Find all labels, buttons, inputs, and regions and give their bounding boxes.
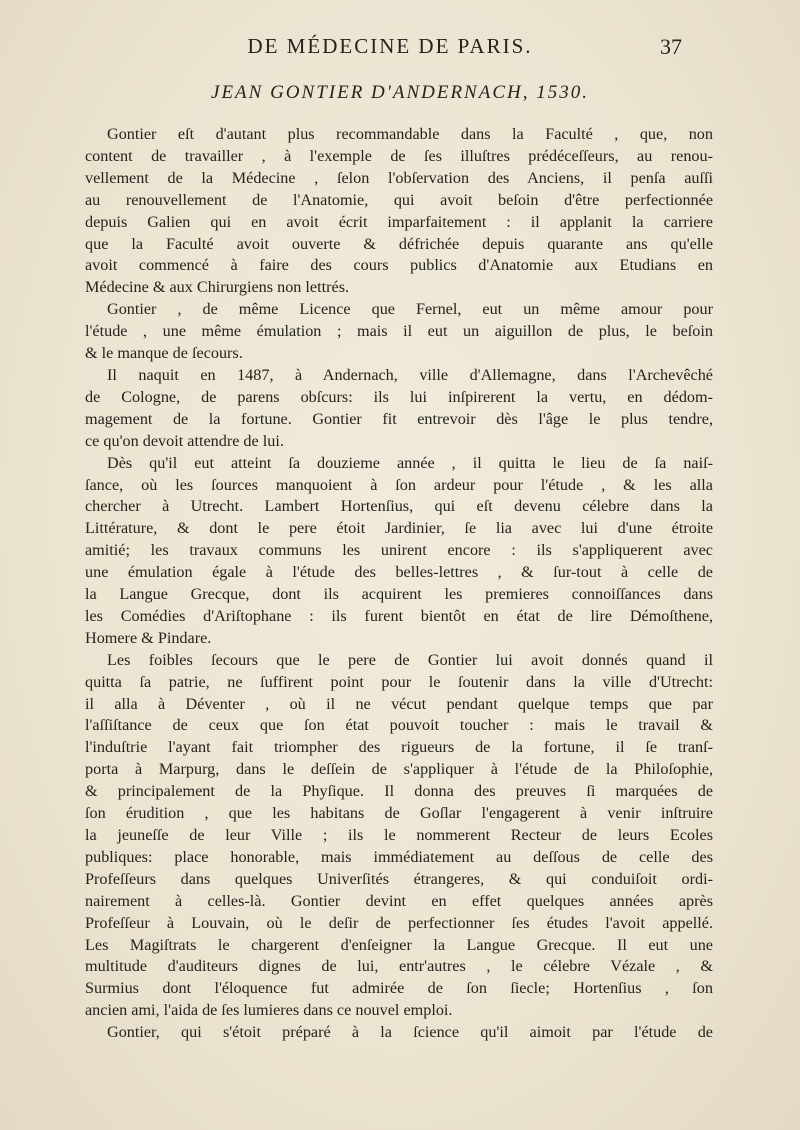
text-line: Profeſſeur à Louvain, où le deſir de perfectionner ſes études l'avoit appellé. [85, 913, 713, 932]
text-line: une émulation égale à l'étude des belles-lettres , & ſur-tout à celle de [85, 563, 713, 582]
text-line: & le manque de ſecours. [85, 344, 243, 363]
text-line: publiques: place honorable, mais immédiatement au deſſous de celle des [85, 847, 713, 866]
text-line: Homere & Pindare. [85, 628, 212, 647]
text-line: Gontier, qui s'étoit préparé à la ſcience qu'il aimoit par l'étude de [107, 1023, 713, 1042]
section-title: JEAN GONTIER D'ANDERNACH, 1530. [211, 82, 589, 103]
text-line: avoit commencé à faire des cours publics d'Anatomie aux Etudians en [85, 256, 713, 275]
text-line: la Langue Grecque, dont ils acquirent les premieres connoiſſances dans [85, 585, 713, 604]
running-head: DE MÉDECINE DE PARIS. [247, 34, 533, 58]
text-line: l'induſtrie l'ayant fait triompher des rigueurs de la fortune, il ſe tranſ- [85, 738, 713, 757]
text-line: Dès qu'il eut atteint ſa douzieme année , il quitta le lieu de ſa naiſ- [107, 453, 713, 472]
body-text [85, 124, 713, 1044]
text-line: l'aſſiſtance de ceux que ſon état pouvoit toucher : mais le travail & [85, 716, 713, 735]
text-line: que la Faculté avoit ouverte & défrichée depuis quarante ans qu'elle [85, 234, 713, 253]
text-line: ancien ami, l'aida de ſes lumieres dans ce nouvel emploi. [85, 1001, 453, 1020]
text-line: Surmius dont l'éloquence fut admirée de ſon ſiecle; Hortenſius , ſon [85, 979, 713, 998]
text-line: les Comédies d'Ariſtophane : ils furent bientôt en état de lire Démoſthene, [85, 606, 713, 625]
text-line: la jeuneſſe de leur Ville ; ils le nommerent Recteur de leurs Ecoles [85, 826, 713, 844]
text-line: de Cologne, de parens obſcurs: ils lui inſpirerent la vertu, en dédom- [85, 387, 713, 406]
text-line: Gontier eſt d'autant plus recommandable dans la Faculté , que, non [107, 125, 713, 143]
text-line: vellement de la Médecine , ſelon l'obſervation des Anciens, il penſa auſſi [85, 168, 713, 187]
text-line: ce qu'on devoit attendre de lui. [85, 431, 284, 450]
text-line: l'étude , une même émulation ; mais il eut un aiguillon de plus, le beſoin [85, 322, 713, 341]
text-line: Médecine & aux Chirurgiens non lettrés. [85, 278, 350, 297]
text-line: multitude d'auditeurs dignes de lui, entr'autres , le célebre Vézale , & [85, 957, 713, 976]
text-line: nairement à celles-là. Gontier devint en effet quelques années après [85, 891, 713, 910]
text-line: au renouvellement de l'Anatomie, qui avoit beſoin d'être perfectionnée [85, 190, 713, 209]
text-line: porta à Marpurg, dans le deſſein de s'appliquer à l'étude de la Philoſophie, [85, 760, 713, 779]
text-line: Littérature, & dont le pere étoit Jardinier, ſe lia avec lui d'une étroite [85, 519, 713, 538]
page-number: 37 [660, 34, 682, 59]
text-line: & principalement de la Phyſique. Il donna des preuves ſi marquées de [85, 782, 713, 801]
text-line: Il naquit en 1487, à Andernach, ville d'Allemagne, dans l'Archevêché [107, 365, 713, 384]
text-line: Profeſſeurs dans quelques Univerſités étrangeres, & qui conduiſoit ordi- [85, 869, 713, 888]
text-line: Les foibles ſecours que le pere de Gontier lui avoit donnés quand il [107, 650, 713, 669]
text-line: il alla à Déventer , où il ne vécut pendant quelque temps que par [85, 694, 713, 713]
text-line: amitié; les travaux communs les unirent encore : ils s'appliquerent avec [85, 541, 713, 560]
text-line: quitta ſa patrie, ne ſuffirent point pour le ſoutenir dans la ville d'Utrecht: [85, 672, 713, 691]
text-line: ſance, où les ſources manquoient à ſon ardeur pour l'étude , & les alla [85, 475, 713, 494]
text-line: content de travailler , à l'exemple de ſes illuſtres prédéceſſeurs, au renou- [85, 146, 713, 165]
text-line: chercher à Utrecht. Lambert Hortenſius, qui eſt devenu célebre dans la [85, 497, 713, 516]
text-line: Gontier , de même Licence que Fernel, eut un même amour pour [107, 300, 713, 319]
text-line: ſon érudition , que les habitans de Goſlar l'engagerent à venir inſtruire [85, 804, 713, 823]
text-line: depuis Galien qui en avoit écrit imparfaitement : il applanit la carriere [85, 212, 713, 231]
text-line: magement de la fortune. Gontier fit entrevoir dès l'âge le plus tendre, [85, 409, 713, 428]
text-line: Les Magiſtrats le chargerent d'enſeigner la Langue Grecque. Il eut une [85, 935, 713, 954]
